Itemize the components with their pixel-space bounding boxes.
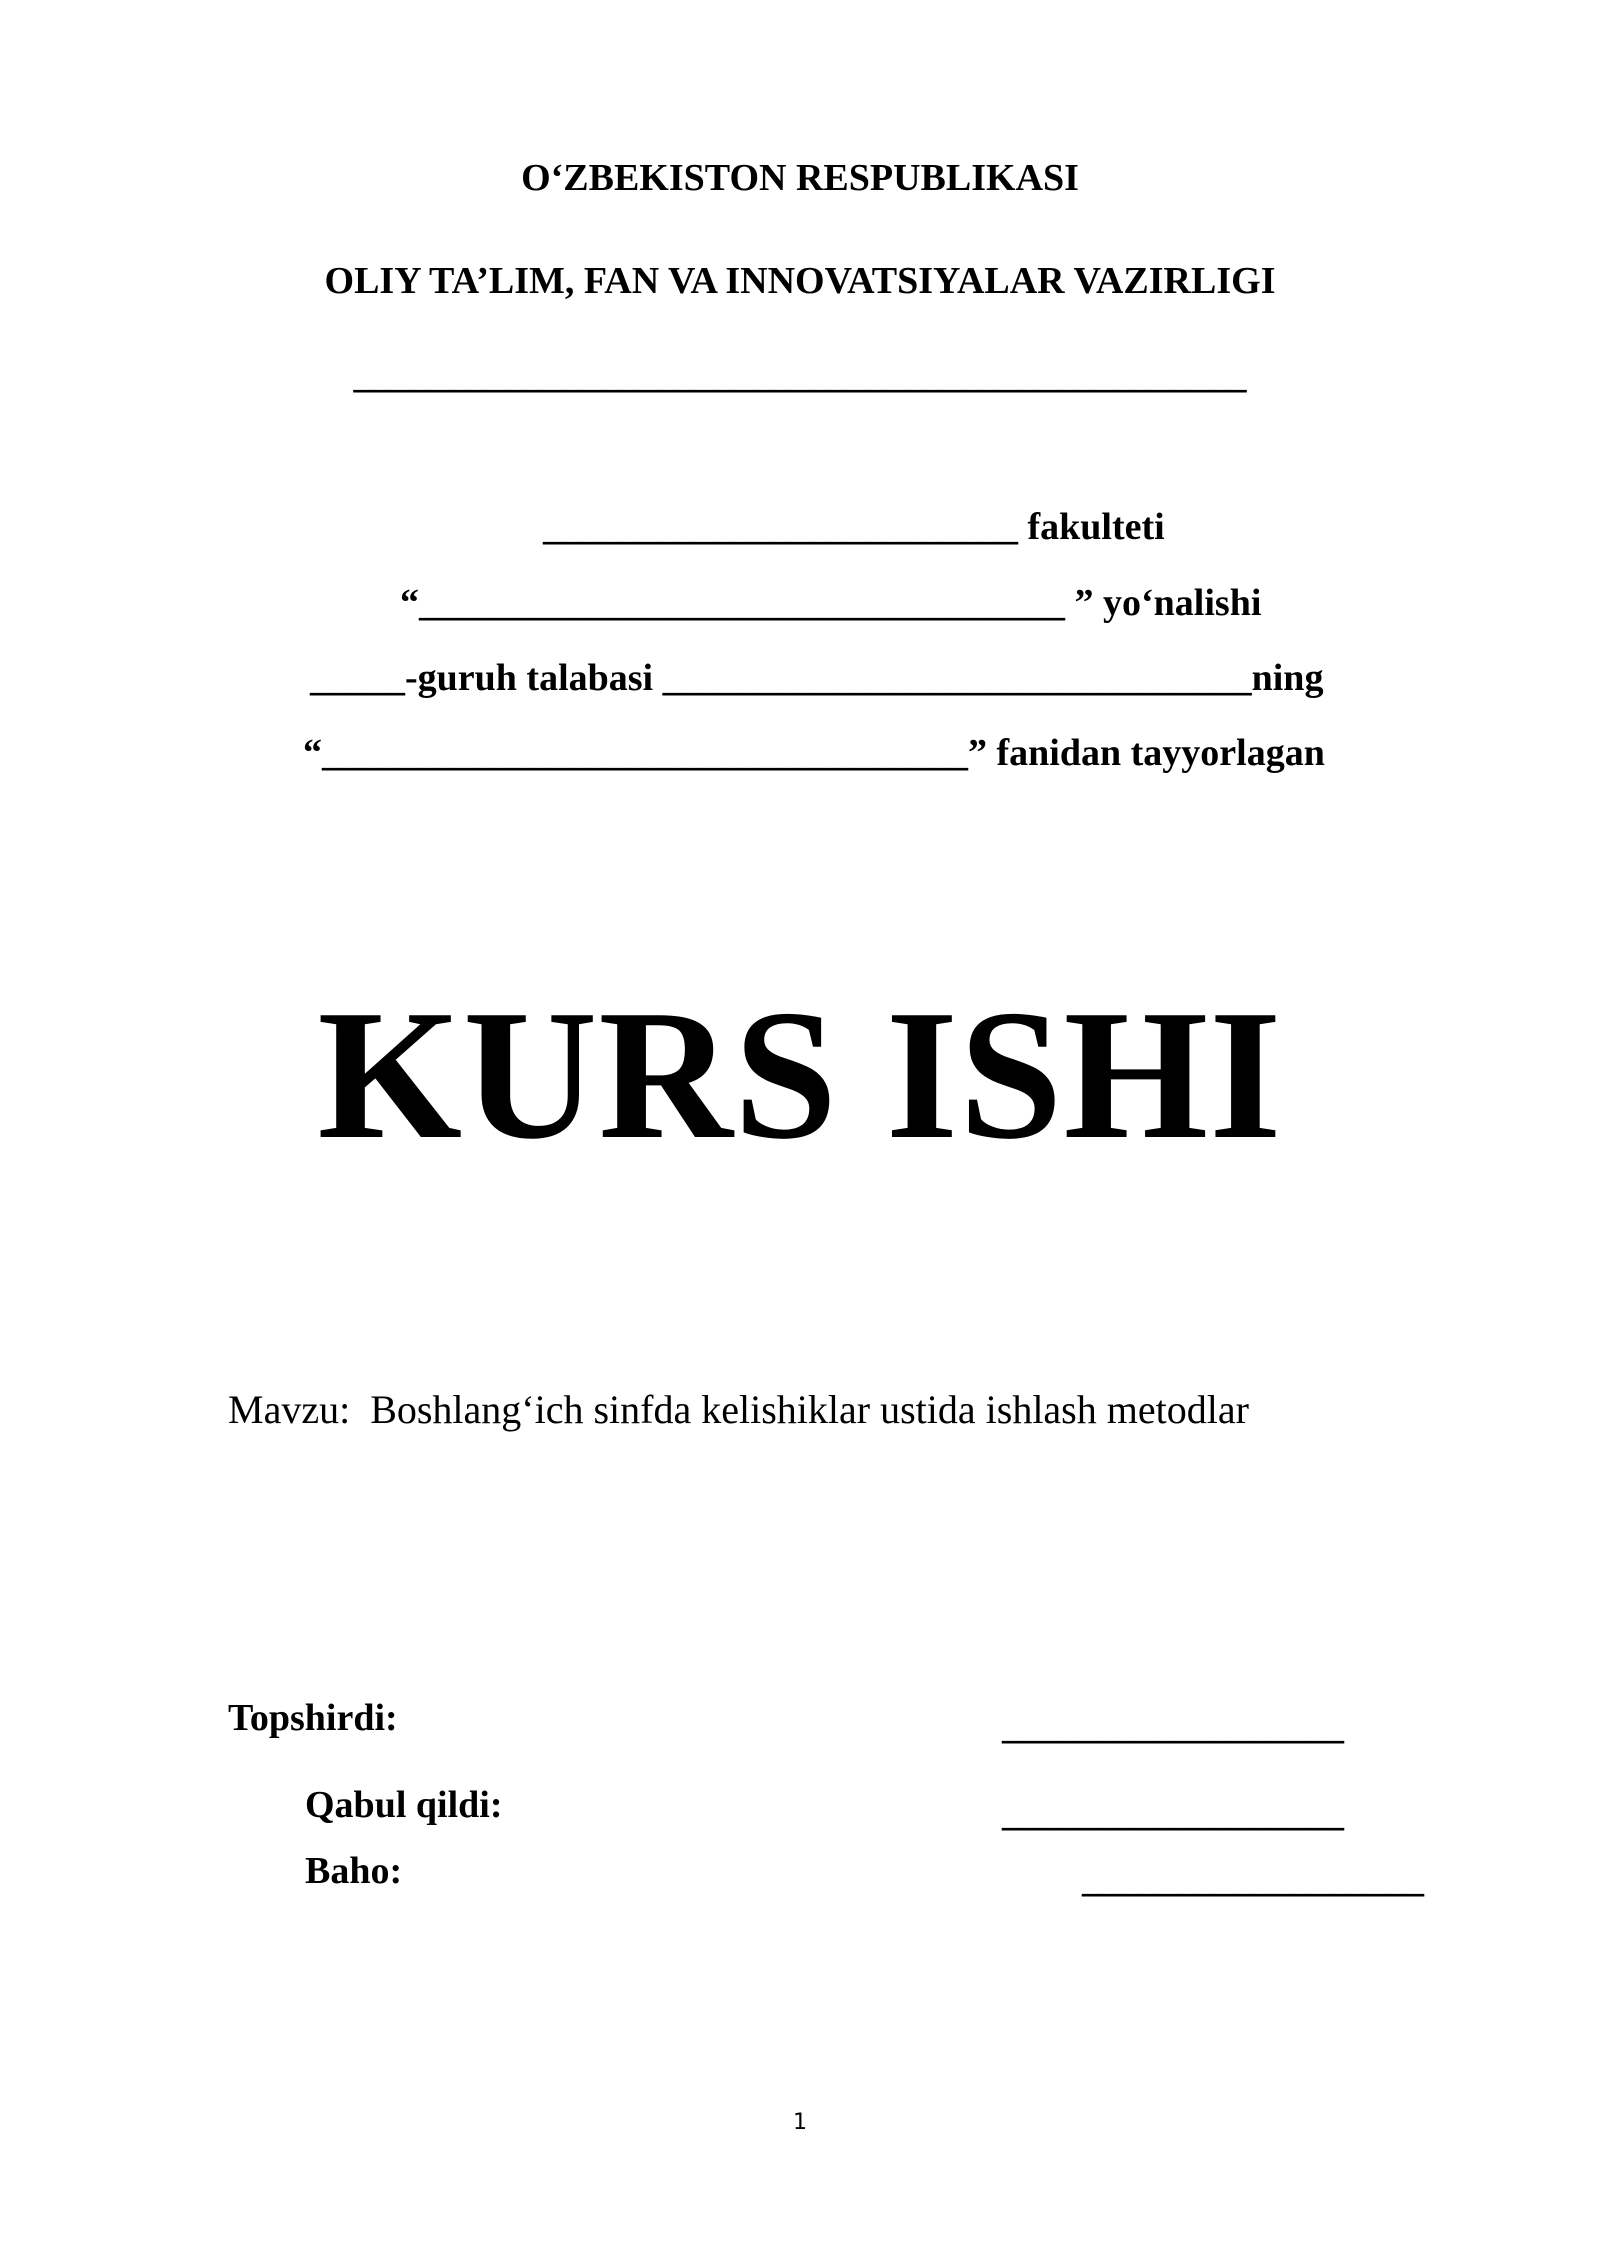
topic-label: Mavzu: — [228, 1387, 351, 1432]
ministry-heading: OLIY TA’LIM, FAN VA INNOVATSIYALAR VAZIRLIGI — [324, 260, 1276, 302]
faculty-line: _________________________ fakulteti — [543, 506, 1165, 548]
submitted-signature-blank: __________________ — [1002, 1705, 1344, 1747]
direction-line: “__________________________________ ” yo‘nalishi — [400, 582, 1262, 624]
topic-text: Boshlang‘ich sinfda kelishiklar ustida ishlash metodlar — [370, 1387, 1249, 1432]
page-number: 1 — [793, 2110, 807, 2135]
grade-blank: __________________ — [1082, 1858, 1424, 1900]
accepted-label: Qabul qildi: — [305, 1784, 503, 1826]
accepted-signature-blank: __________________ — [1002, 1792, 1344, 1834]
document-title: KURS ISHI — [317, 972, 1283, 1178]
country-heading: O‘ZBEKISTON RESPUBLIKASI — [521, 157, 1079, 199]
submitted-label: Topshirdi: — [228, 1697, 398, 1739]
grade-label: Baho: — [305, 1850, 403, 1892]
group-student-line: _____-guruh talabasi _______________________________ning — [310, 657, 1324, 699]
institution-blank: _______________________________________________ — [353, 354, 1247, 396]
topic-line — [228, 1386, 1249, 1434]
subject-line: “__________________________________” fanidan tayyorlagan — [303, 732, 1325, 774]
